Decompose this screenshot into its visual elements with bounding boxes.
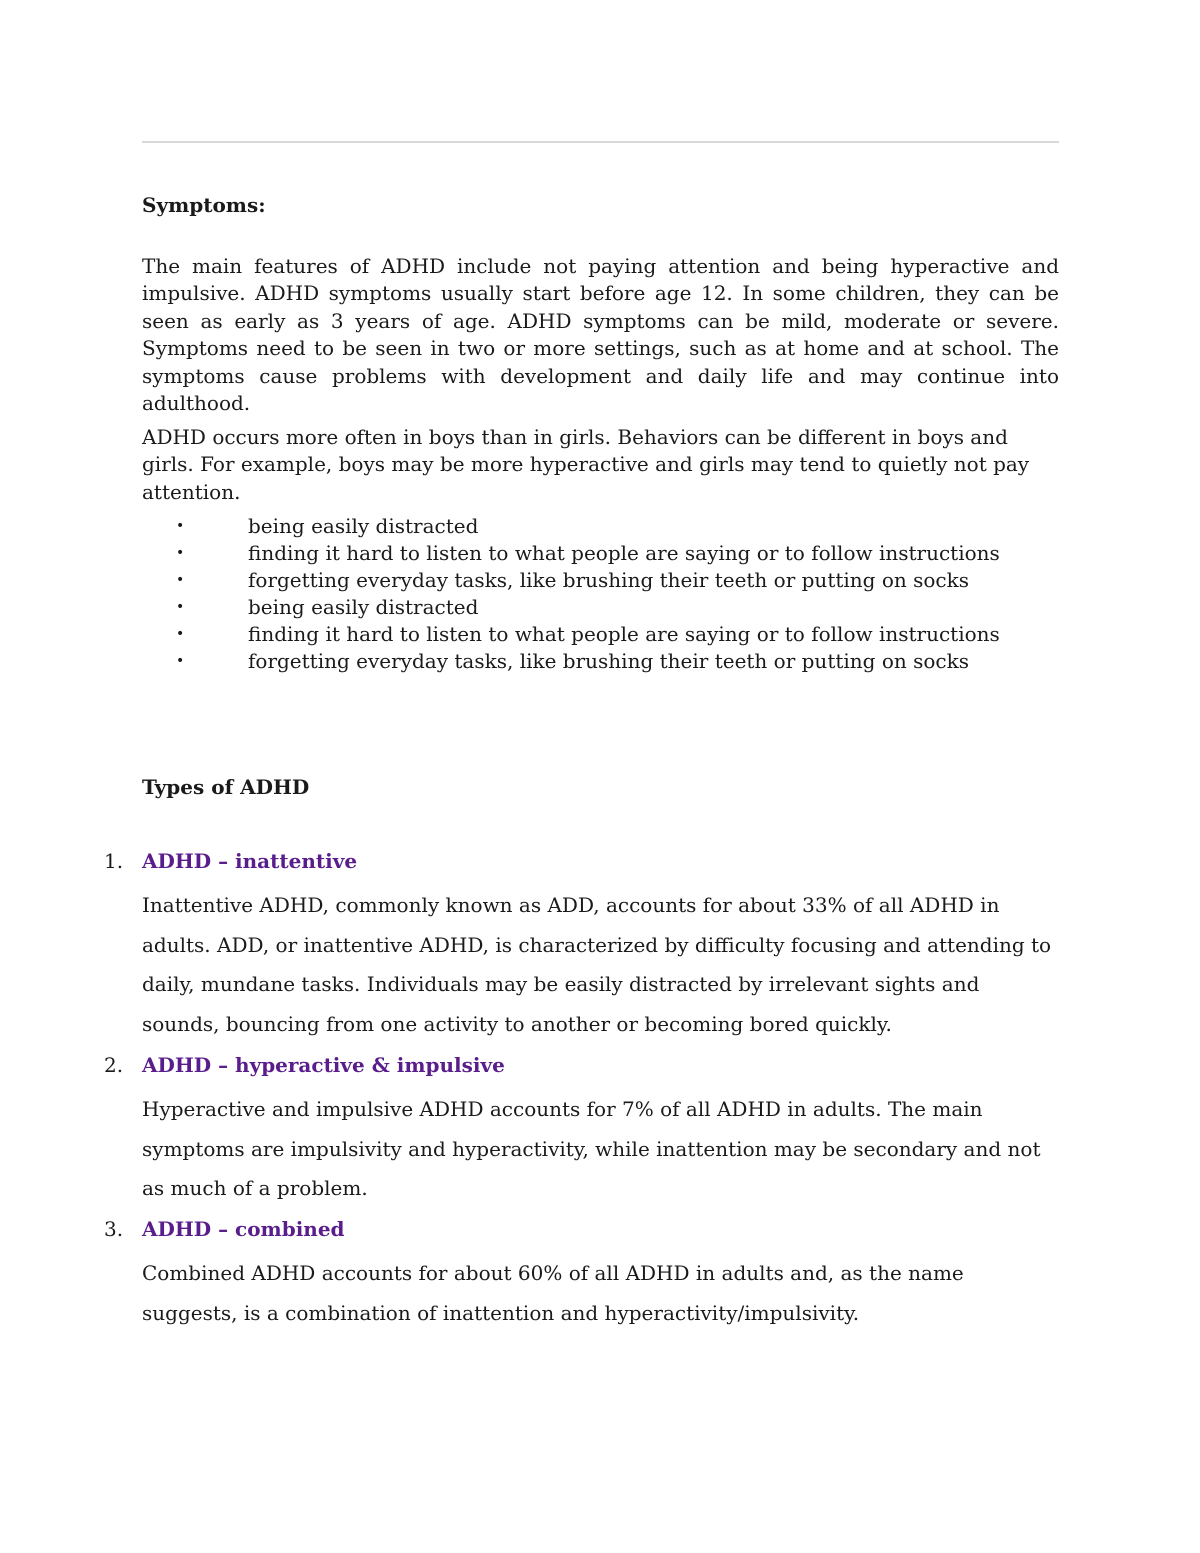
bullet-icon: • <box>176 653 185 670</box>
bullet-icon: • <box>176 545 185 562</box>
list-item <box>142 621 1059 648</box>
type-item-inattentive <box>100 847 1060 1045</box>
bullet-text: finding it hard to listen to what people are saying or to follow instructions <box>248 622 1000 647</box>
bullet-icon: • <box>176 599 185 616</box>
bullet-text: being easily distracted <box>248 595 479 620</box>
list-item <box>142 594 1059 621</box>
symptoms-paragraph-2: ADHD occurs more often in boys than in girls. Behaviors can be different in boys and girls. For example, boys may be more hyperactive and girls may tend to quietly not pay attention. <box>142 425 1030 504</box>
symptoms-paragraph-1: The main features of ADHD include not paying attention and being hyperactive and impulsive. ADHD symptoms usually start before age 12. In some children, they can be seen as early as 3 years of age. ADHD symptoms can be mild, moderate or severe. Symptoms need to be seen in two or more settings, such as at home and at school. The symptoms cause problems with development and daily life and may continue into adulthood. <box>142 254 1059 416</box>
list-item <box>142 540 1059 567</box>
symptoms-heading: Symptoms: <box>142 193 266 217</box>
type-item-combined <box>100 1215 1060 1333</box>
bullet-icon: • <box>176 572 185 589</box>
type-description: Hyperactive and impulsive ADHD accounts for 7% of all ADHD in adults. The main symptoms are impulsivity and hyperactivity, while inattention may be secondary and not as much of a problem. <box>142 1096 1041 1201</box>
list-number: 1. <box>104 849 124 873</box>
bullet-text: forgetting everyday tasks, like brushing their teeth or putting on socks <box>248 568 969 593</box>
types-list <box>100 847 1060 1339</box>
list-item <box>142 513 1059 540</box>
bullet-text: forgetting everyday tasks, like brushing their teeth or putting on socks <box>248 649 969 674</box>
types-heading: Types of ADHD <box>142 775 310 799</box>
list-number: 3. <box>104 1216 124 1241</box>
type-title: ADHD – combined <box>142 1216 345 1241</box>
type-item-hyperactive-impulsive <box>100 1051 1060 1209</box>
bullet-icon: • <box>176 626 185 643</box>
list-item <box>142 648 1059 675</box>
type-description: Inattentive ADHD, commonly known as ADD, accounts for about 33% of all ADHD in adults. ADD, or inattentive ADHD, is characterized by difficulty focusing and attending to daily, mundane tasks. Individuals may be easily distracted by irrelevant sights and sounds, bouncing from one activity to another or becoming bored quickly. <box>142 893 1052 1037</box>
symptoms-bullet-list <box>142 513 1059 676</box>
bullet-icon: • <box>176 518 185 534</box>
header-divider <box>142 141 1059 143</box>
list-item <box>142 567 1059 594</box>
type-title: ADHD – inattentive <box>142 849 358 873</box>
type-title: ADHD – hyperactive & impulsive <box>142 1052 505 1077</box>
bullet-text: finding it hard to listen to what people are saying or to follow instructions <box>248 541 1000 566</box>
bullet-text: being easily distracted <box>248 514 479 538</box>
type-description: Combined ADHD accounts for about 60% of all ADHD in adults and, as the name suggests, is a combination of inattention and hyperactivity/impulsivity. <box>142 1260 964 1325</box>
list-number: 2. <box>104 1052 124 1077</box>
